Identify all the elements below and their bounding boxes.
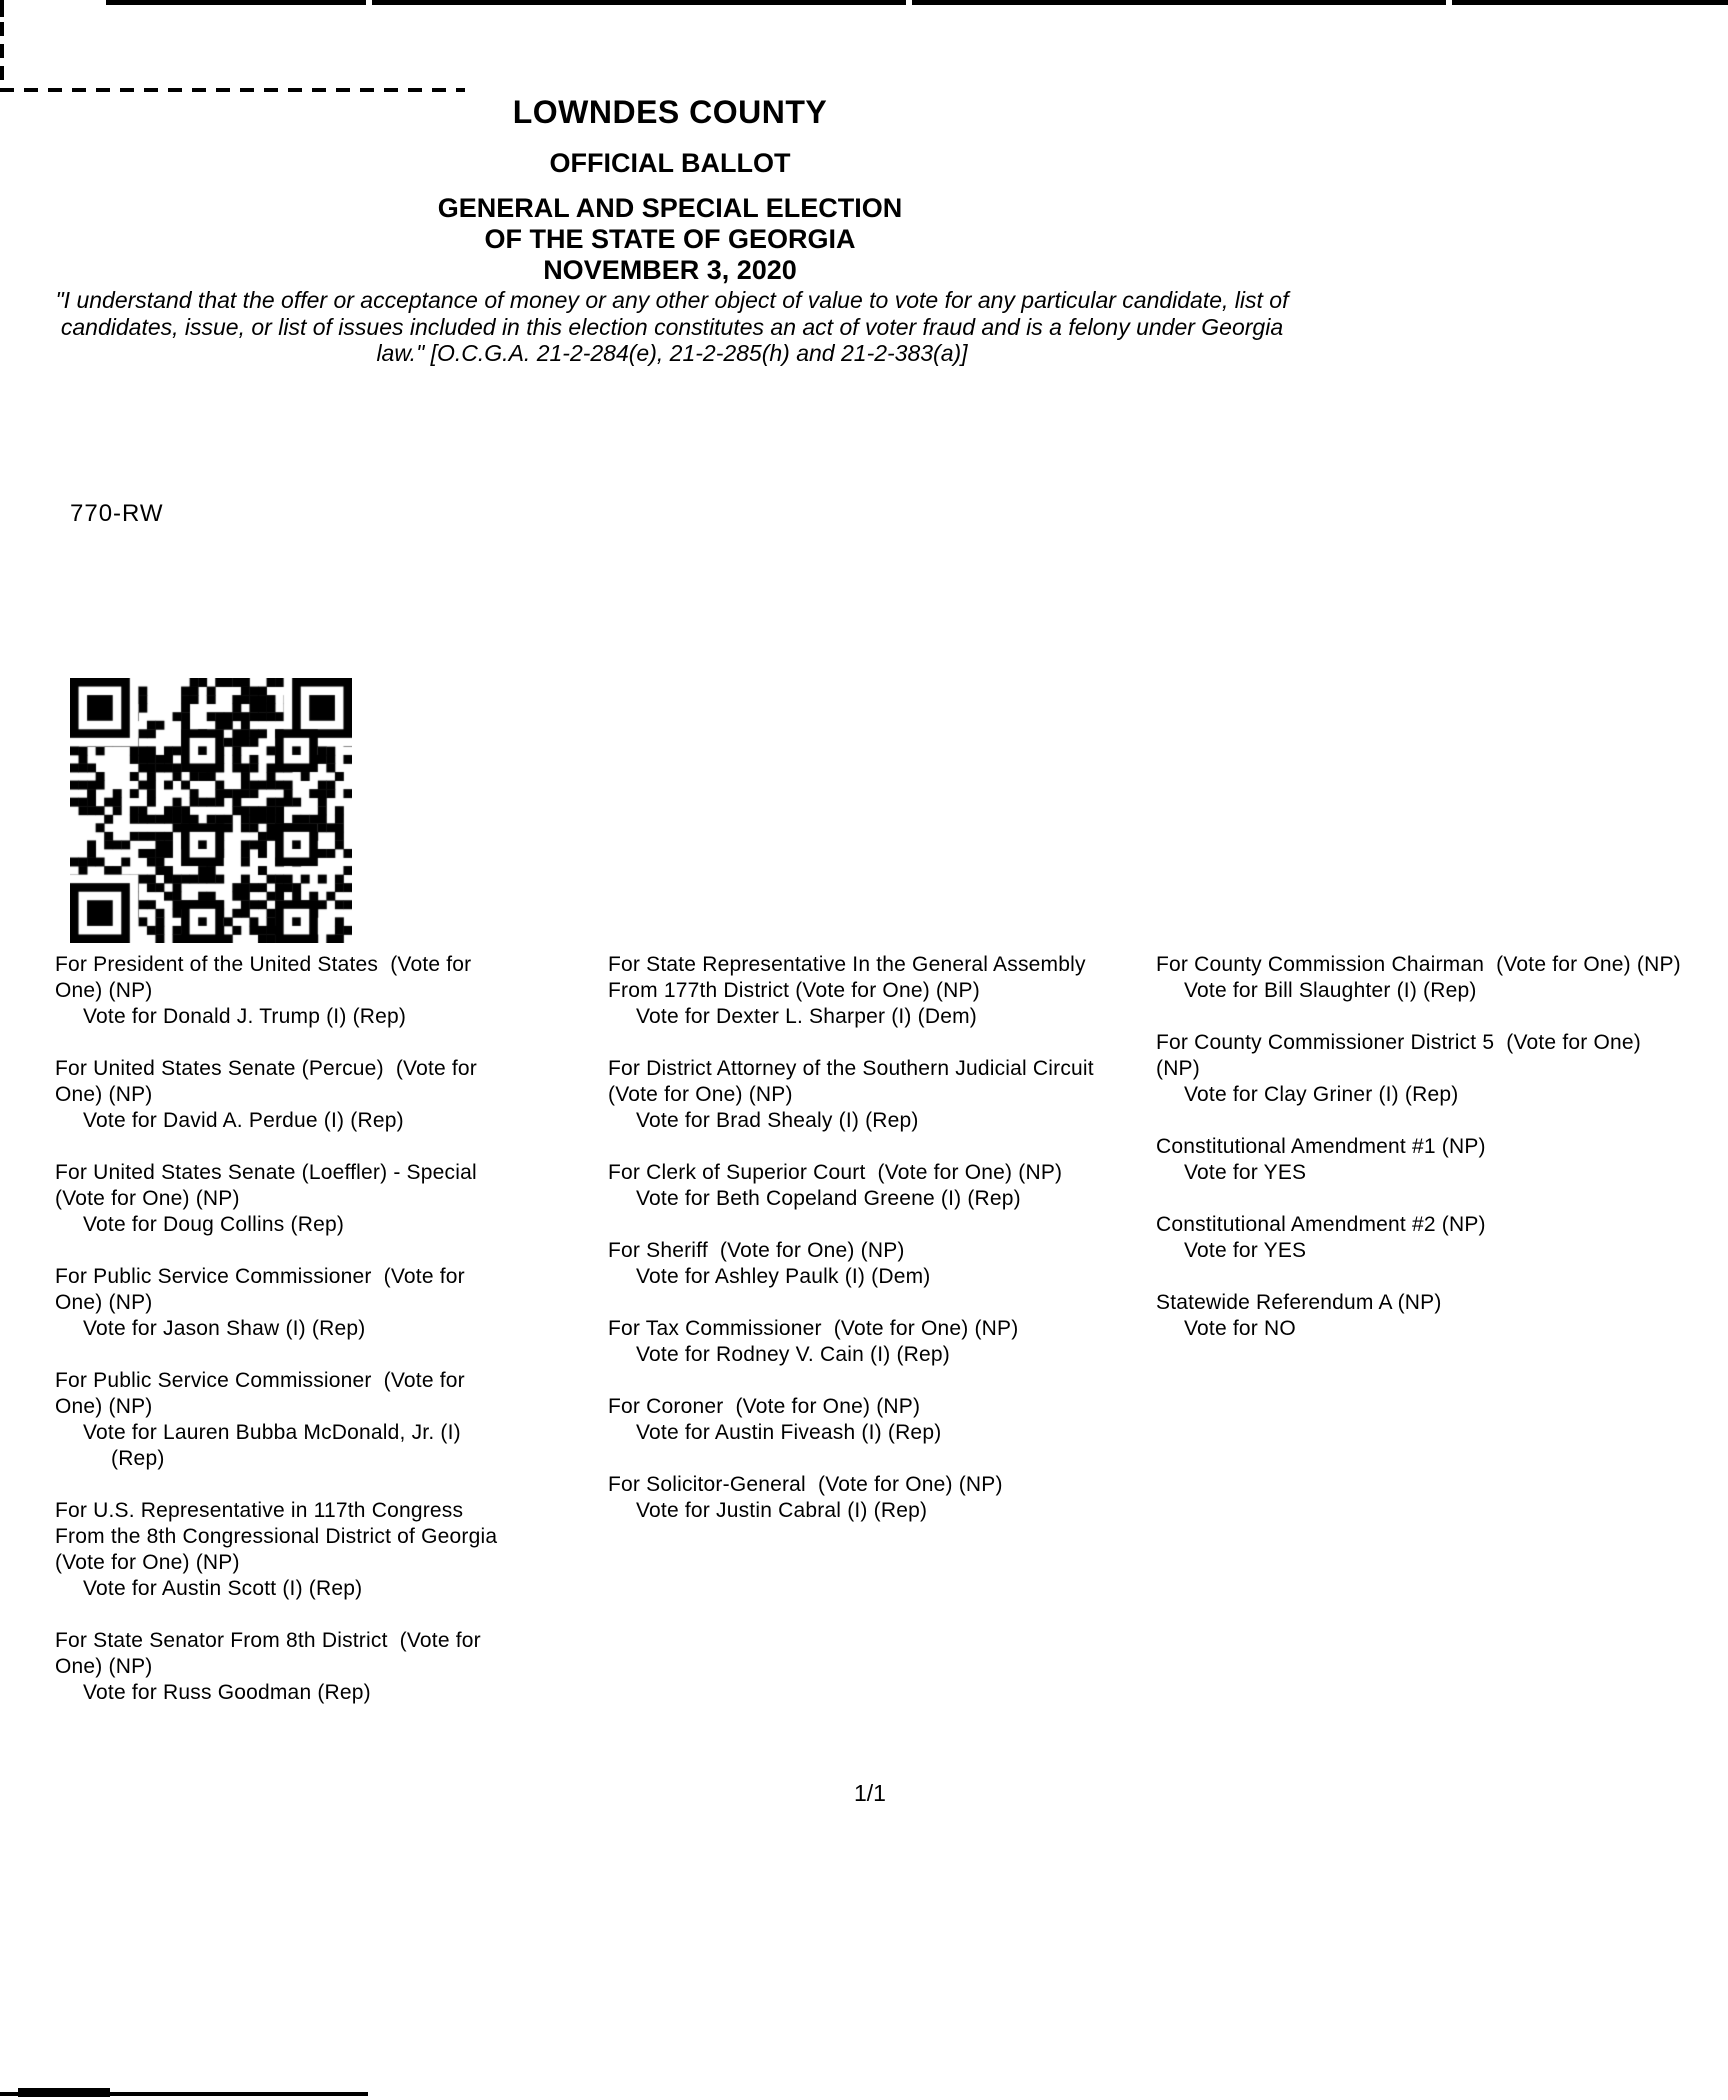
page-number: 1/1 xyxy=(854,1780,886,1806)
contest xyxy=(608,1238,1123,1290)
contest-title: For Public Service Commissioner (Vote for One) (NP) xyxy=(55,1265,471,1314)
contest xyxy=(608,1394,1123,1446)
contest xyxy=(1156,1030,1684,1108)
contest-title: For Solicitor-General (Vote for One) (NP) xyxy=(608,1473,1003,1496)
contest xyxy=(608,952,1123,1030)
contest-title: For Tax Commissioner (Vote for One) (NP) xyxy=(608,1317,1019,1340)
contest-title: For State Senator From 8th District (Vote for One) (NP) xyxy=(55,1629,487,1678)
ballot-qr-code xyxy=(70,678,352,943)
official-ballot-title: OFFICIAL BALLOT xyxy=(549,148,791,178)
contest xyxy=(1156,1134,1684,1186)
contest-title: Constitutional Amendment #2 (NP) xyxy=(1156,1213,1486,1236)
voter-fraud-notice: "I understand that the offer or acceptance of money or any other object of value to vote for any particular candidate, list of candidates, issue, or list of issues included in this election constitutes an act of voter fraud and is a felony under Georgia law." [O.C.G.A. 21-2-284(e), 21-2-285(h) and 21-2-383(a)] xyxy=(55,287,1289,366)
contest-title: For Coroner (Vote for One) (NP) xyxy=(608,1395,921,1418)
contest-title: For County Commission Chairman (Vote for One) (NP) xyxy=(1156,953,1681,976)
contest-selection: Vote for Jason Shaw (I) (Rep) xyxy=(83,1317,366,1340)
contest-selection: Vote for Bill Slaughter (I) (Rep) xyxy=(1184,979,1477,1002)
contest-selection: Vote for Austin Scott (I) (Rep) xyxy=(83,1577,363,1600)
election-date: NOVEMBER 3, 2020 xyxy=(543,255,797,285)
county-title: LOWNDES COUNTY xyxy=(512,94,828,130)
contest-selection: Vote for Dexter L. Sharper (I) (Dem) xyxy=(636,1005,977,1028)
election-name-line2: OF THE STATE OF GEORGIA xyxy=(484,224,856,254)
contest-title: Statewide Referendum A (NP) xyxy=(1156,1291,1442,1314)
scan-top-left-tick xyxy=(0,0,4,17)
contest-title: Constitutional Amendment #1 (NP) xyxy=(1156,1135,1486,1158)
contest-selection: Vote for Doug Collins (Rep) xyxy=(83,1213,345,1236)
contest xyxy=(55,1056,505,1134)
contest xyxy=(1156,952,1684,1004)
contest-title: For Clerk of Superior Court (Vote for One) (NP) xyxy=(608,1161,1063,1184)
contest xyxy=(55,1368,505,1472)
contest-selection: Vote for NO xyxy=(1184,1317,1296,1340)
contest-selection: Vote for YES xyxy=(1184,1239,1307,1262)
form-code: 770-RW xyxy=(70,500,164,527)
contest xyxy=(55,1264,505,1342)
contest-title: For Sheriff (Vote for One) (NP) xyxy=(608,1239,905,1262)
contest-selection: Vote for Clay Griner (I) (Rep) xyxy=(1184,1083,1459,1106)
contest xyxy=(608,1472,1123,1524)
contest xyxy=(55,1160,505,1238)
contest xyxy=(608,1160,1123,1212)
contest-title: For United States Senate (Percue) (Vote for One) (NP) xyxy=(55,1057,484,1106)
column-3 xyxy=(1156,952,1684,1368)
contest-selection: Vote for YES xyxy=(1184,1161,1307,1184)
contest-selection: Vote for Brad Shealy (I) (Rep) xyxy=(636,1109,919,1132)
contest-selection: Vote for Donald J. Trump (I) (Rep) xyxy=(83,1005,407,1028)
election-name-line1: GENERAL AND SPECIAL ELECTION xyxy=(437,193,903,223)
contest xyxy=(1156,1290,1684,1342)
contest-selection: Vote for Beth Copeland Greene (I) (Rep) xyxy=(636,1187,1021,1210)
contest-selection: Vote for Austin Fiveash (I) (Rep) xyxy=(636,1421,942,1444)
contest-selection: Vote for Ashley Paulk (I) (Dem) xyxy=(636,1265,931,1288)
column-2 xyxy=(608,952,1123,1550)
contest-title: For U.S. Representative in 117th Congress From the 8th Congressional District of Georgia (Vote for One) (NP) xyxy=(55,1499,504,1574)
contest-selection: Vote for Rodney V. Cain (I) (Rep) xyxy=(636,1343,950,1366)
column-1 xyxy=(55,952,505,1732)
scan-bottom-edge-line xyxy=(0,2092,368,2096)
contest xyxy=(608,1056,1123,1134)
contest xyxy=(1156,1212,1684,1264)
contest-title: For District Attorney of the Southern Judicial Circuit (Vote for One) (NP) xyxy=(608,1057,1106,1106)
contest xyxy=(608,1316,1123,1368)
contest-title: For United States Senate (Loeffler) - Special (Vote for One) (NP) xyxy=(55,1161,489,1210)
contest-selection: Vote for Russ Goodman (Rep) xyxy=(83,1681,371,1704)
contest-title: For Public Service Commissioner (Vote for One) (NP) xyxy=(55,1369,471,1418)
contest xyxy=(55,1628,505,1706)
ballot-header xyxy=(0,94,1340,286)
scan-top-edge-line xyxy=(106,0,1728,5)
contest-selection: Vote for Lauren Bubba McDonald, Jr. (I) (Rep) xyxy=(83,1421,467,1470)
contest-selection: Vote for Justin Cabral (I) (Rep) xyxy=(636,1499,928,1522)
contest-title: For State Representative In the General Assembly From 177th District (Vote for One) (NP) xyxy=(608,953,1092,1002)
contest xyxy=(55,1498,505,1602)
contest-title: For President of the United States (Vote for One) (NP) xyxy=(55,953,478,1002)
contest-title: For County Commissioner District 5 (Vote for One) (NP) xyxy=(1156,1031,1648,1080)
scan-bottom-edge-dashes xyxy=(0,88,465,92)
contest xyxy=(55,952,505,1030)
contest-selection: Vote for David A. Perdue (I) (Rep) xyxy=(83,1109,404,1132)
